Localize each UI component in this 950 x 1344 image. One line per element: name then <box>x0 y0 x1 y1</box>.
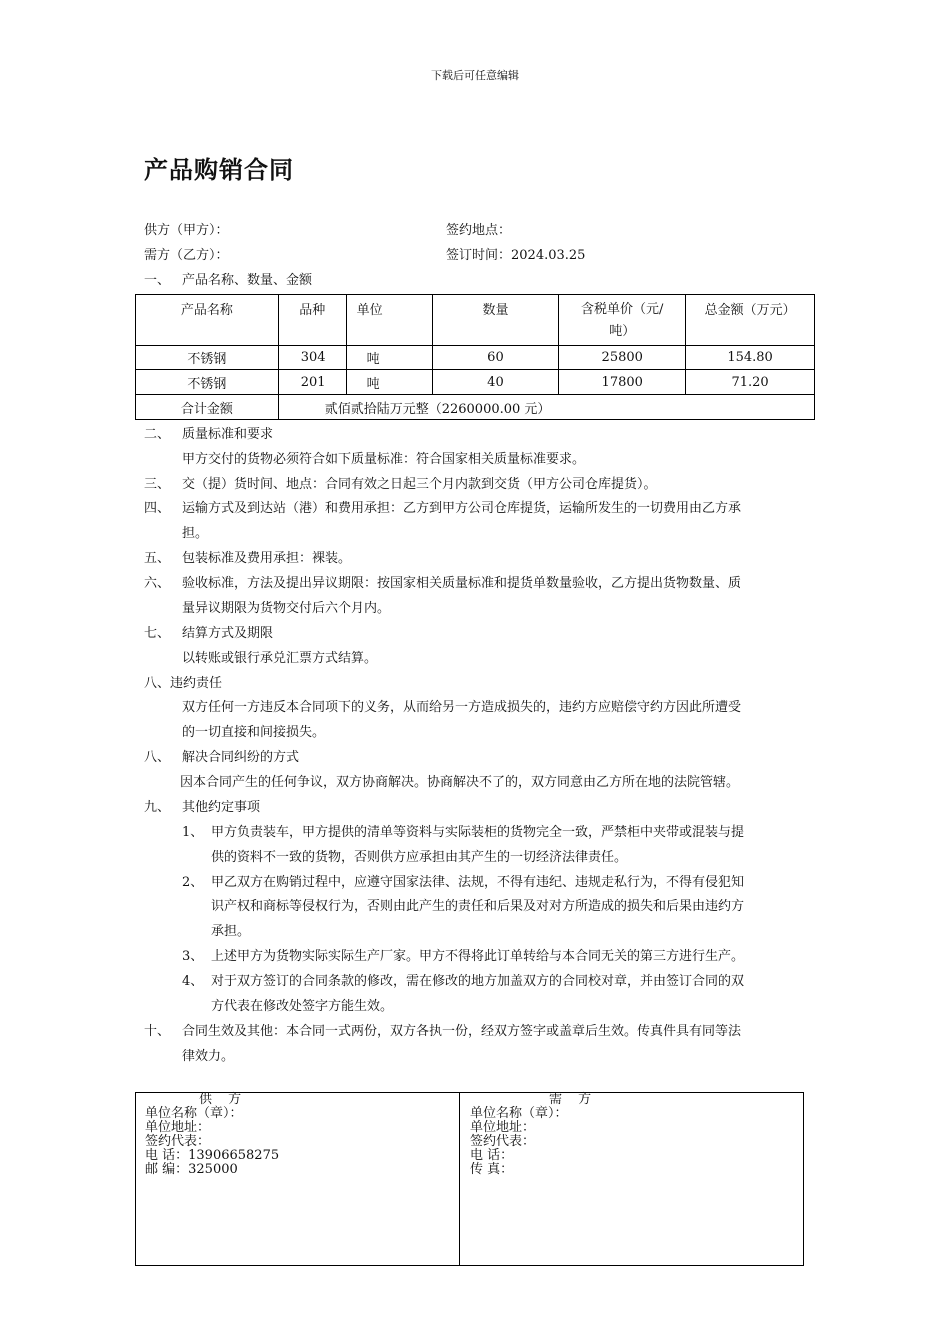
item-4-line-2: 方代表在修改处签字方能生效。 <box>211 999 394 1014</box>
buyer-party-label: 需方（乙方）： <box>144 248 229 263</box>
header-quantity: 数量 <box>432 295 559 346</box>
header-grade: 品种 <box>278 295 346 346</box>
cell-total-amount: 71.20 <box>686 370 815 395</box>
header-unit: 单位 <box>346 295 432 346</box>
clause-10-number: 十、 <box>144 1024 171 1039</box>
header-unit-price <box>559 295 686 346</box>
signature-divider <box>459 1093 460 1265</box>
total-amount-label: 合计金额 <box>136 395 279 420</box>
clause-2-body: 甲方交付的货物必须符合如下质量标准：符合国家相关质量标准要求。 <box>182 452 586 467</box>
clause-8b-number: 八、 <box>144 750 171 765</box>
supplier-representative: 签约代表： <box>145 1134 211 1149</box>
section-1-number: 一、 <box>144 273 171 288</box>
header-total-amount: 总金额（万元） <box>686 295 815 346</box>
item-2-line-3: 承担。 <box>211 924 251 939</box>
clause-5-number: 五、 <box>144 551 171 566</box>
clause-8b-title: 解决合同纠纷的方式 <box>182 750 300 765</box>
supplier-heading: 供 方 <box>199 1092 248 1107</box>
page-title: 产品购销合同 <box>144 156 294 184</box>
clause-8a-title: 八、违约责任 <box>144 676 223 691</box>
buyer-fax: 传 真： <box>470 1162 514 1177</box>
item-2-line-2: 识产权和商标等侵权行为，否则由此产生的责任和后果及对对方所造成的损失和后果由违约方 <box>211 899 745 914</box>
clause-7-number: 七、 <box>144 626 171 641</box>
item-4-line-1: 对于双方签订的合同条款的修改，需在修改的地方加盖双方的合同校对章，并由签订合同的双 <box>211 974 745 989</box>
buyer-signature-column <box>470 1093 597 1177</box>
table-total-row <box>136 395 815 420</box>
header-product-name: 产品名称 <box>136 295 279 346</box>
cell-quantity: 40 <box>432 370 559 395</box>
clause-3-text: 交（提）货时间、地点：合同有效之日起三个月内款到交货（甲方公司仓库提货）。 <box>182 477 657 492</box>
clause-8a-line-1: 双方任何一方违反本合同项下的义务，从而给另一方造成损失的，违约方应赔偿守约方因此所遭受 <box>182 700 742 715</box>
buyer-heading: 需 方 <box>549 1092 598 1107</box>
product-table <box>135 294 815 420</box>
buyer-phone: 电 话： <box>470 1148 514 1163</box>
signing-date-label: 签订时间：2024.03.25 <box>446 248 586 263</box>
item-4-number: 4、 <box>182 974 204 989</box>
header-unit-price-line2: 吨） <box>609 324 636 339</box>
clause-7-title: 结算方式及期限 <box>182 626 274 641</box>
clause-8a-line-2: 的一切直接和间接损失。 <box>182 725 326 740</box>
item-1-line-2: 供的资料不一致的货物，否则供方应承担由其产生的一切经济法律责任。 <box>211 850 628 865</box>
clause-10-line-2: 律效力。 <box>182 1049 235 1064</box>
clause-8b-body: 因本合同产生的任何争议，双方协商解决。协商解决不了的，双方同意由乙方所在地的法院管辖。 <box>180 775 740 790</box>
supplier-company-name: 单位名称（章）： <box>145 1106 243 1121</box>
supplier-signature-column <box>145 1093 279 1177</box>
buyer-company-name: 单位名称（章）： <box>470 1106 568 1121</box>
clause-9-number: 九、 <box>144 800 171 815</box>
clause-9-title: 其他约定事项 <box>182 800 261 815</box>
clause-6-number: 六、 <box>144 576 171 591</box>
total-amount-value: 贰佰贰拾陆万元整（2260000.00 元） <box>278 395 814 420</box>
clause-2-number: 二、 <box>144 427 171 442</box>
table-row <box>136 370 815 395</box>
cell-quantity: 60 <box>432 346 559 370</box>
item-1-number: 1、 <box>182 825 204 840</box>
cell-unit-price: 25800 <box>559 346 686 370</box>
header-unit-price-line1: 含税单价（元/ <box>581 302 664 317</box>
clause-6-line-1: 验收标准，方法及提出异议期限：按国家相关质量标准和提货单数量验收，乙方提出货物数量、质 <box>182 576 742 591</box>
clause-4-line-2: 担。 <box>182 526 209 541</box>
cell-product-name: 不锈钢 <box>136 370 279 395</box>
clause-3-number: 三、 <box>144 477 171 492</box>
buyer-address: 单位地址： <box>470 1120 536 1135</box>
clause-4-line-1: 运输方式及到达站（港）和费用承担：乙方到甲方公司仓库提货，运输所发生的一切费用由乙方承 <box>182 501 742 516</box>
clause-10-line-1: 合同生效及其他：本合同一式两份，双方各执一份，经双方签字或盖章后生效。传真件具有同等法 <box>182 1024 742 1039</box>
clause-5-text: 包装标准及费用承担：裸装。 <box>182 551 352 566</box>
cell-unit: 吨 <box>346 346 432 370</box>
supplier-phone: 电 话：13906658275 <box>145 1148 280 1163</box>
cell-total-amount: 154.80 <box>686 346 815 370</box>
cell-unit: 吨 <box>346 370 432 395</box>
item-3-number: 3、 <box>182 949 204 964</box>
cell-unit-price: 17800 <box>559 370 686 395</box>
clause-7-body: 以转账或银行承兑汇票方式结算。 <box>182 651 378 666</box>
cell-grade: 304 <box>278 346 346 370</box>
supplier-postcode: 邮 编：325000 <box>145 1162 238 1177</box>
cell-product-name: 不锈钢 <box>136 346 279 370</box>
item-2-line-1: 甲乙双方在购销过程中，应遵守国家法律、法规，不得有违纪、违规走私行为，不得有侵犯知 <box>211 875 745 890</box>
signing-place-label: 签约地点： <box>446 223 512 238</box>
item-1-line-1: 甲方负责装车，甲方提供的清单等资料与实际装柜的货物完全一致，严禁柜中夹带或混装与提 <box>211 825 745 840</box>
cell-grade: 201 <box>278 370 346 395</box>
signature-box <box>135 1092 804 1266</box>
clause-4-number: 四、 <box>144 501 171 516</box>
clause-6-line-2: 量异议期限为货物交付后六个月内。 <box>182 601 391 616</box>
table-header-row <box>136 295 815 346</box>
item-2-number: 2、 <box>182 875 204 890</box>
clause-2-title: 质量标准和要求 <box>182 427 274 442</box>
supplier-party-label: 供方（甲方）： <box>144 223 229 238</box>
item-3-line-1: 上述甲方为货物实际实际生产厂家。甲方不得将此订单转给与本合同无关的第三方进行生产。 <box>211 949 745 964</box>
supplier-address: 单位地址： <box>145 1120 211 1135</box>
header-note: 下载后可任意编辑 <box>431 69 519 82</box>
section-1-title: 产品名称、数量、金额 <box>182 273 313 288</box>
buyer-representative: 签约代表： <box>470 1134 536 1149</box>
table-row <box>136 346 815 370</box>
